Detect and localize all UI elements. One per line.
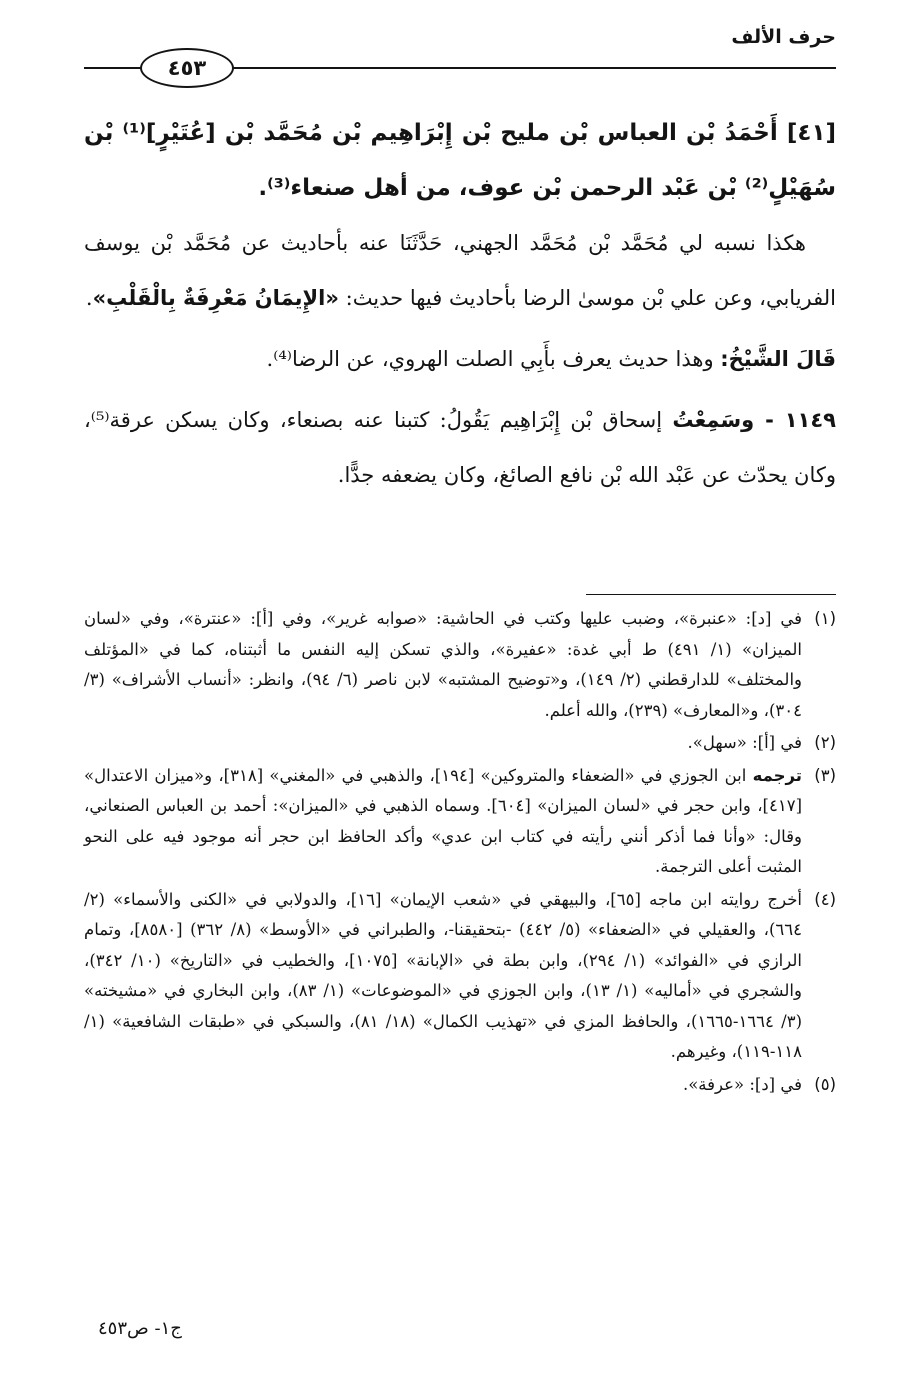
footnote-label: ترجمه [752,765,802,785]
shaykh-text: وهذا حديث يعرف بأَبِي الصلت الهروي، عن الرضا⁽⁴⁾. [266,347,721,371]
report-text: إسحاق بْن إِبْرَاهِيم يَقُولُ: كتبنا عنه بصنعاء، وكان يسكن عرقة⁽⁵⁾، وكان يحدّث عن عَبْد الله بْن نافع الصائغ، وكان يضعفه جدًّا. [84,408,836,487]
paragraph-report-1149 [84,393,836,503]
hadith-quote: «الإِيمَانُ مَعْرِفَةٌ بِالْقَلْبِ» [92,286,339,310]
header-rule-left [84,67,142,69]
entry-heading: [٤١] أَحْمَدُ بْن العباس بْن مليح بْن إِبْرَاهِيم بْن مُحَمَّد بْن [عُتَيْرٍ]⁽¹⁾ بْن سُهَيْلٍ⁽²⁾ بْن عَبْد الرحمن بْن عوف، من أهل صنعاء⁽³⁾. [84,120,836,201]
report-number-label: ١١٤٩ - وسَمِعْتُ [672,408,836,432]
shaykh-label: قَالَ الشَّيْخُ: [720,347,836,371]
page-number: ٤٥٣ [140,48,234,88]
footnote-5 [84,1070,836,1101]
footnote-number: (٣) [814,765,836,785]
header-rule-right [228,67,836,69]
footnote-3 [84,761,836,883]
footnote-2 [84,728,836,759]
paragraph-shaykh [84,332,836,387]
footnote-text: في [د]: «عنبرة»، وضبب عليها وكتب في الحاشية: «صوابه غرير»، وفي [أ]: «عنترة»، وفي «لسان الميزان» (١/ ٤٩١) ط أبي غدة: «عفيرة»، والذي تسكن إليه النفس ما أثبتناه، كما في «المؤتلف والمختلف» للدارقطني (٢/ ١٤٩)، و«توضيح المشتبه» لابن ناصر (٦/ ٩٤)، وانظر: «أنساب الأشراف» (٣/ ٣٠٤)، و«المعارف» (٢٣٩)، والله أعلم. [84,609,802,720]
footnote-4 [84,885,836,1068]
footnote-1 [84,604,836,726]
footnote-number: (٢) [814,733,836,752]
footnote-number: (٤) [814,889,836,909]
running-title: حرف الألف [731,26,836,48]
footnote-text: أخرج روايته ابن ماجه [٦٥]، والبيهقي في «شعب الإيمان» [١٦]، والدولابي في «الكنى والأسماء» (٢/ ٦٦٤)، والعقيلي في «الضعفاء» (٥/ ٤٤٢) -بتحقيقنا-، والطبراني في «الأوسط» (٨/ ٣٦٢) [٨٥٨٠]، وتمام الرازي في «الفوائد» (١/ ٢٩٤)، وابن بطة في «الإبانة» [١٠٧٥]، والخطيب في «التاريخ» (١٠/ ٣٤٢)، والشجري في «أماليه» (١/ ١٣)، وابن الجوزي في «الموضوعات» (١/ ٨٣)، وابن البخاري في «مشيخته» (٣/ ١٦٦٤-١٦٦٥)، والحافظ المزي في «تهذيب الكمال» (١٨/ ٨١)، والسبكي في «طبقات الشافعية» (١/ ١١٨-١١٩)، وغيرهم. [84,889,802,1061]
footnote-number: (١) [814,609,836,628]
footnote-divider [586,594,836,595]
paragraph-lineage [84,216,836,326]
footnote-text: ابن الجوزي في «الضعفاء والمتروكين» [١٩٤]، والذهبي في «المغني» [٣١٨]، و«ميزان الاعتدال» [٤١٧]، وابن حجر في «لسان الميزان» [٦٠٤]. وسماه الذهبي في «الميزان»: أحمد بن العباس الصنعاني، وقال: «وأنا فما أذكر أنني رأيته في كتاب ابن عدي» وأكد الحافظ ابن حجر أنه موجود فيه على النحو المثبت أعلى الترجمة. [84,765,802,876]
volume-page-reference: ج١- ص٤٥٣ [98,1318,182,1339]
paragraph-lineage-text: هكذا نسبه لي مُحَمَّد بْن مُحَمَّد الجهني، حَدَّثَنَا عنه بأحاديث عن مُحَمَّد بْن يوسف الفريابي، وعن علي بْن موسىٰ الرضا بأحاديث فيها حديث: [84,231,836,310]
footnotes [84,604,836,1102]
footnote-text: في [أ]: «سهل». [687,733,802,752]
footnote-number: (٥) [814,1074,836,1094]
main-text [84,106,836,503]
paragraph-lineage-end: . [85,286,93,310]
footnote-text: في [د]: «عرفة». [682,1074,802,1094]
